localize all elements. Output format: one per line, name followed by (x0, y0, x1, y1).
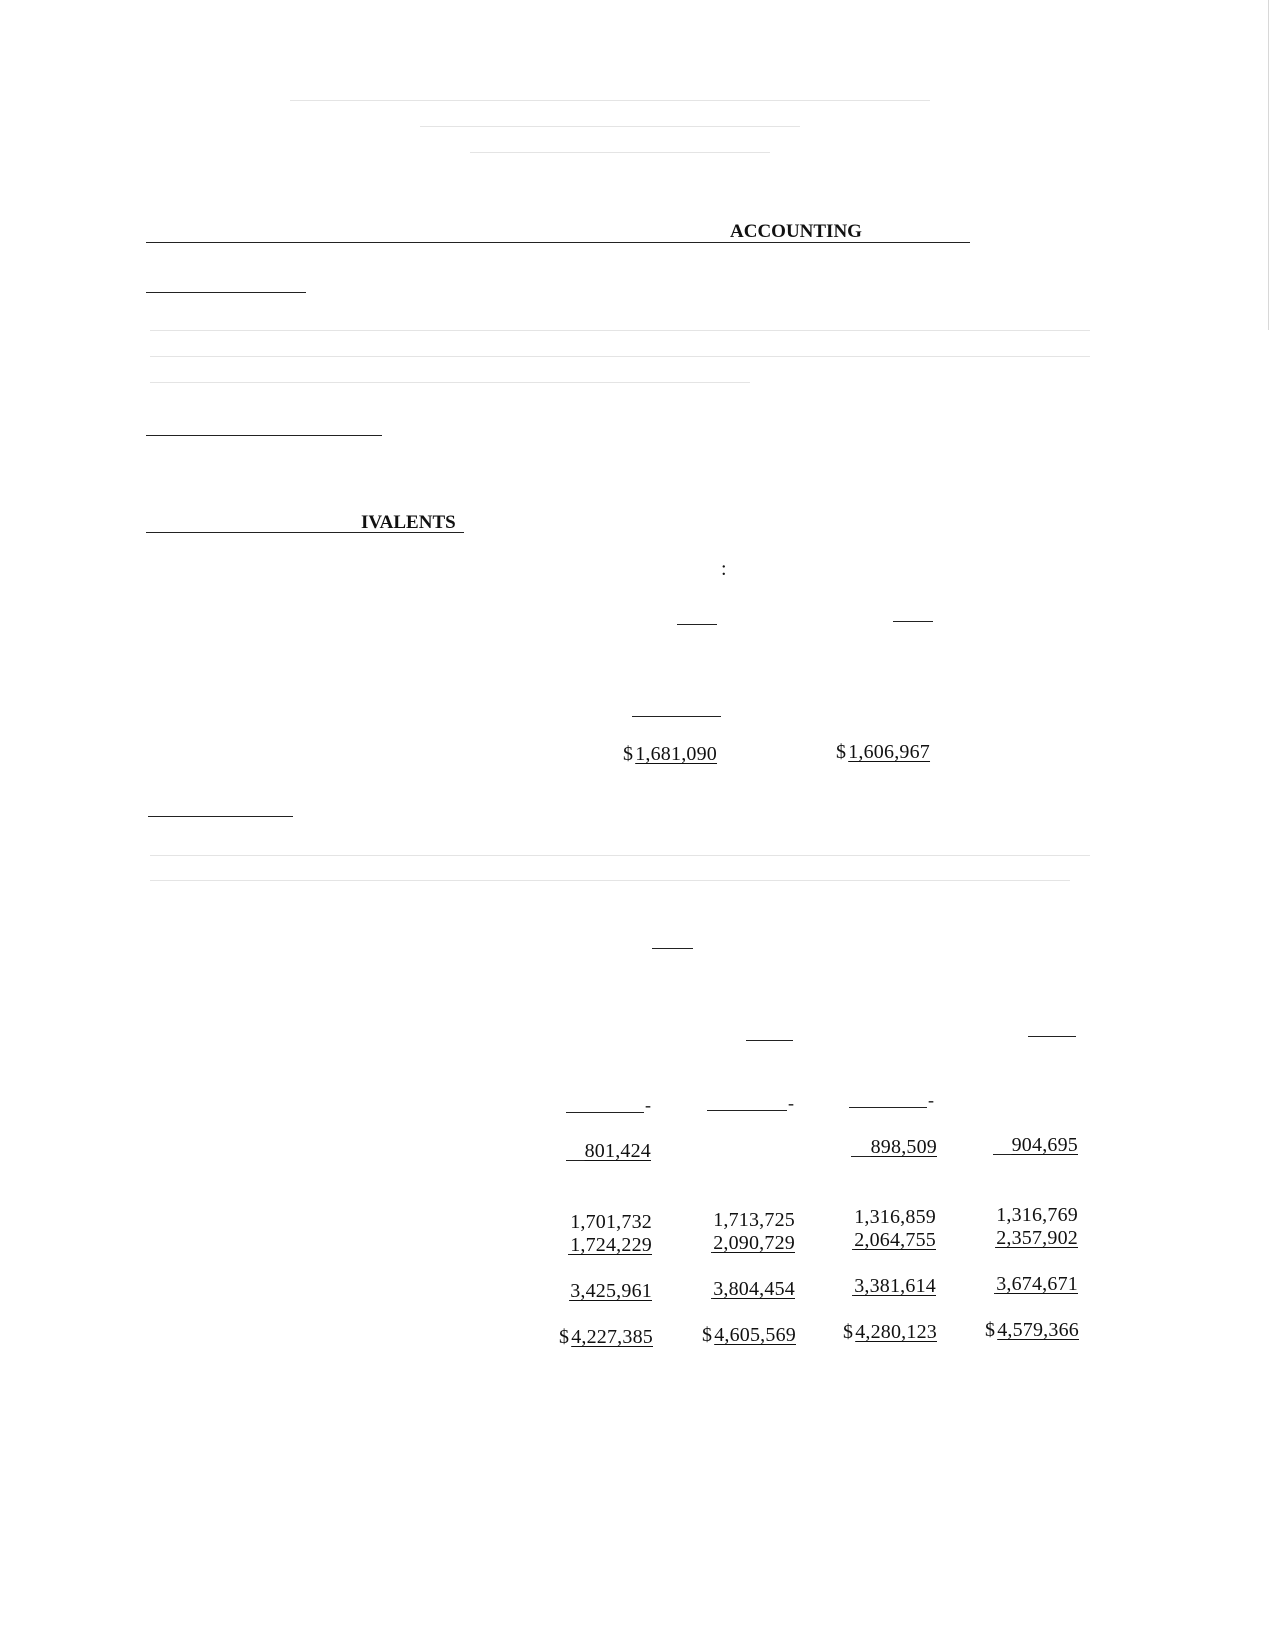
table-cell: 801,424 (584, 1140, 651, 1162)
table-cell: 2,357,902 (996, 1227, 1078, 1249)
subtotal-cell: 3,381,614 (854, 1275, 936, 1297)
total-cell (559, 1327, 653, 1347)
cash-total-value: 1,606,967 (848, 741, 931, 763)
accounting-heading: ACCOUNTING (730, 221, 862, 242)
column-header-rule (652, 948, 693, 949)
dash-value: - (928, 1090, 934, 1110)
faded-text-line (420, 126, 800, 127)
column-header-rule (677, 624, 717, 625)
faded-text-line (150, 880, 1070, 881)
faded-text-line (470, 152, 770, 153)
table-cell: 1,701,732 (570, 1211, 652, 1233)
subtotal-rule (632, 716, 721, 717)
table-cell: 2,090,729 (713, 1232, 795, 1254)
equivalents-heading: IVALENTS (361, 512, 456, 533)
heading-rule (146, 242, 970, 243)
faded-text-line (290, 100, 930, 101)
total-value: 4,579,366 (997, 1319, 1079, 1341)
dash-value: - (645, 1095, 651, 1115)
row-rule (566, 1112, 644, 1113)
column-header-rule (1028, 1036, 1076, 1037)
subheading-rule (146, 435, 382, 436)
table-cell: 1,713,725 (713, 1209, 795, 1231)
subheading-rule (146, 292, 306, 293)
total-cell (985, 1320, 1079, 1340)
dollar-sign: $ (558, 1326, 570, 1348)
dollar-sign: $ (836, 741, 847, 763)
cash-total-value: 1,681,090 (635, 743, 718, 765)
table-cell: 1,316,859 (854, 1206, 936, 1228)
faded-text-line (150, 330, 1090, 331)
subtotal-cell: 3,804,454 (713, 1278, 795, 1300)
table-cell: 1,316,769 (996, 1204, 1078, 1226)
total-value: 4,227,385 (571, 1326, 653, 1348)
cash-total (836, 742, 930, 762)
faded-text-line (150, 855, 1090, 856)
dollar-sign: $ (623, 743, 634, 765)
table-cell: 2,064,755 (854, 1229, 936, 1251)
faded-text-line (150, 356, 1090, 357)
row-rule (707, 1110, 787, 1111)
colon-mark: : (721, 558, 727, 580)
total-cell (702, 1325, 796, 1345)
dollar-sign: $ (701, 1324, 713, 1346)
scan-edge (1268, 0, 1269, 330)
column-header-rule (893, 621, 933, 622)
row-rule (851, 1156, 871, 1157)
faded-text-line (150, 382, 750, 383)
dollar-sign: $ (984, 1319, 996, 1341)
subheading-rule (148, 816, 293, 817)
table-cell: 904,695 (1011, 1134, 1078, 1156)
column-header-rule (746, 1040, 793, 1041)
total-value: 4,605,569 (714, 1324, 796, 1346)
dollar-sign: $ (842, 1321, 854, 1343)
subtotal-cell: 3,425,961 (570, 1280, 652, 1302)
subtotal-cell: 3,674,671 (996, 1273, 1078, 1295)
dash-value: - (788, 1093, 794, 1113)
total-value: 4,280,123 (855, 1321, 937, 1343)
cash-total (623, 744, 717, 764)
row-rule (849, 1107, 927, 1108)
table-cell: 898,509 (870, 1136, 937, 1158)
total-cell (843, 1322, 937, 1342)
table-cell: 1,724,229 (570, 1234, 652, 1256)
row-rule (993, 1154, 1013, 1155)
